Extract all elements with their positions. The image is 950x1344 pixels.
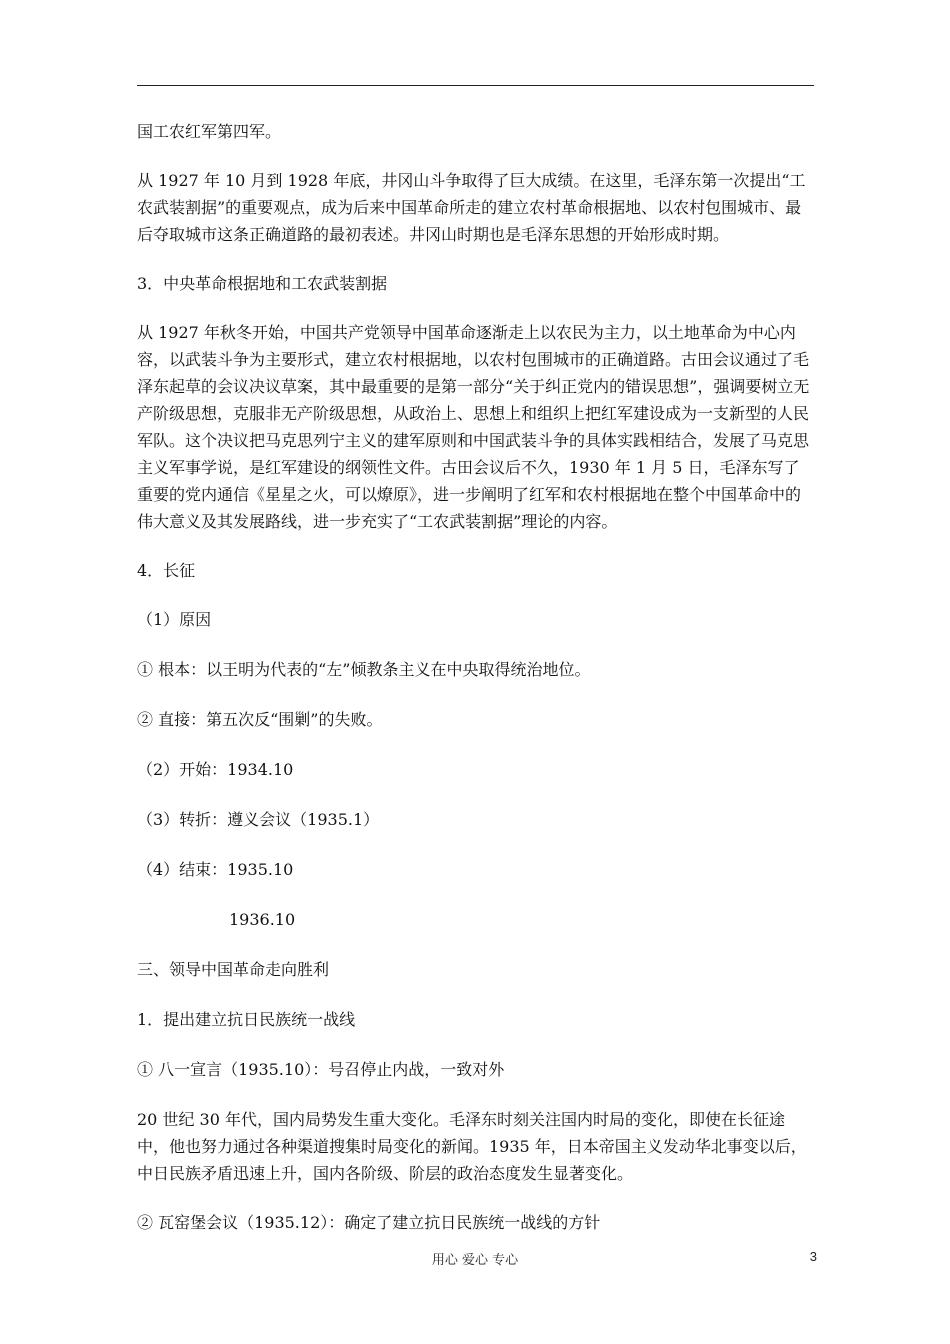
section-heading-1: 1．提出建立抗日民族统一战线 — [137, 1010, 356, 1029]
list-item-end: （4）结束：1935.10 — [137, 860, 294, 879]
paragraph-1930s: 20 世纪 30 年代，国内局势发生重大变化。毛泽东时刻关注国内时局的变化，即使在长征途中，他也努力通过各种渠道搜集时局变化的新闻。1935 年，日本帝国主义发动华北事变以后，中日民族矛盾迅速上升，国内各阶级、阶层的政治态度发生显著变化。 — [137, 1110, 807, 1183]
list-item-direct-cause: ② 直接：第五次反“围剿”的失败。 — [137, 710, 383, 729]
document-body — [137, 118, 815, 1258]
list-item-wayaobu-meeting: ② 瓦窑堡会议（1935.12）：确定了建立抗日民族统一战线的方针 — [137, 1213, 601, 1232]
list-item-cause: （1）原因 — [137, 610, 212, 629]
paragraph-gutian: 从 1927 年秋冬开始，中国共产党领导中国革命逐渐走上以农民为主力，以土地革命为中心内容，以武装斗争为主要形式，建立农村根据地，以农村包围城市的正确道路。古田会议通过了毛泽东起草的会议决议草案，其中最重要的是第一部分“关于纠正党内的错误思想”，强调要树立无产阶级思想，克服非无产阶级思想，从政治上、思想上和组织上把红军建设成为一支新型的人民军队。这个决议把马克思列宁主义的建军原则和中国武装斗争的具体实践相结合，发展了马克思主义军事学说，是红军建设的纲领性文件。古田会议后不久，1930 年 1 月 5 日，毛泽东写了重要的党内通信《星星之火，可以燎原》，进一步阐明了红军和农村根据地在整个中国革命中的伟大意义及其发展路线，进一步充实了“工农武装割据”理论的内容。 — [137, 323, 810, 531]
footer-motto: 用心 爱心 专心 — [431, 1253, 519, 1268]
list-item-start: （2）开始：1934.10 — [137, 760, 294, 779]
list-item-end-date-2: 1936.10 — [229, 910, 296, 929]
list-item-august-first-declaration: ① 八一宣言（1935.10）：号召停止内战，一致对外 — [137, 1060, 505, 1079]
section-heading-3: 3．中央革命根据地和工农武装割据 — [137, 274, 388, 293]
section-heading-part-3: 三、领导中国革命走向胜利 — [137, 960, 330, 979]
header-rule — [137, 85, 814, 86]
section-heading-4: 4．长征 — [137, 561, 196, 580]
list-item-root-cause: ① 根本：以王明为代表的“左”倾教条主义在中央取得统治地位。 — [137, 660, 591, 679]
paragraph-continuation: 国工农红军第四军。 — [137, 122, 282, 141]
paragraph-jinggangshan: 从 1927 年 10 月到 1928 年底，井冈山斗争取得了巨大成绩。在这里，毛泽东第一次提出“工农武装割据”的重要观点，成为后来中国革命所走的建立农村革命根据地、以农村包围城市、最后夺取城市这条正确道路的最初表述。井冈山时期也是毛泽东思想的开始形成时期。 — [137, 171, 806, 244]
list-item-turning-point: （3）转折：遵义会议（1935.1） — [137, 810, 380, 829]
page-number: 3 — [809, 1249, 817, 1264]
